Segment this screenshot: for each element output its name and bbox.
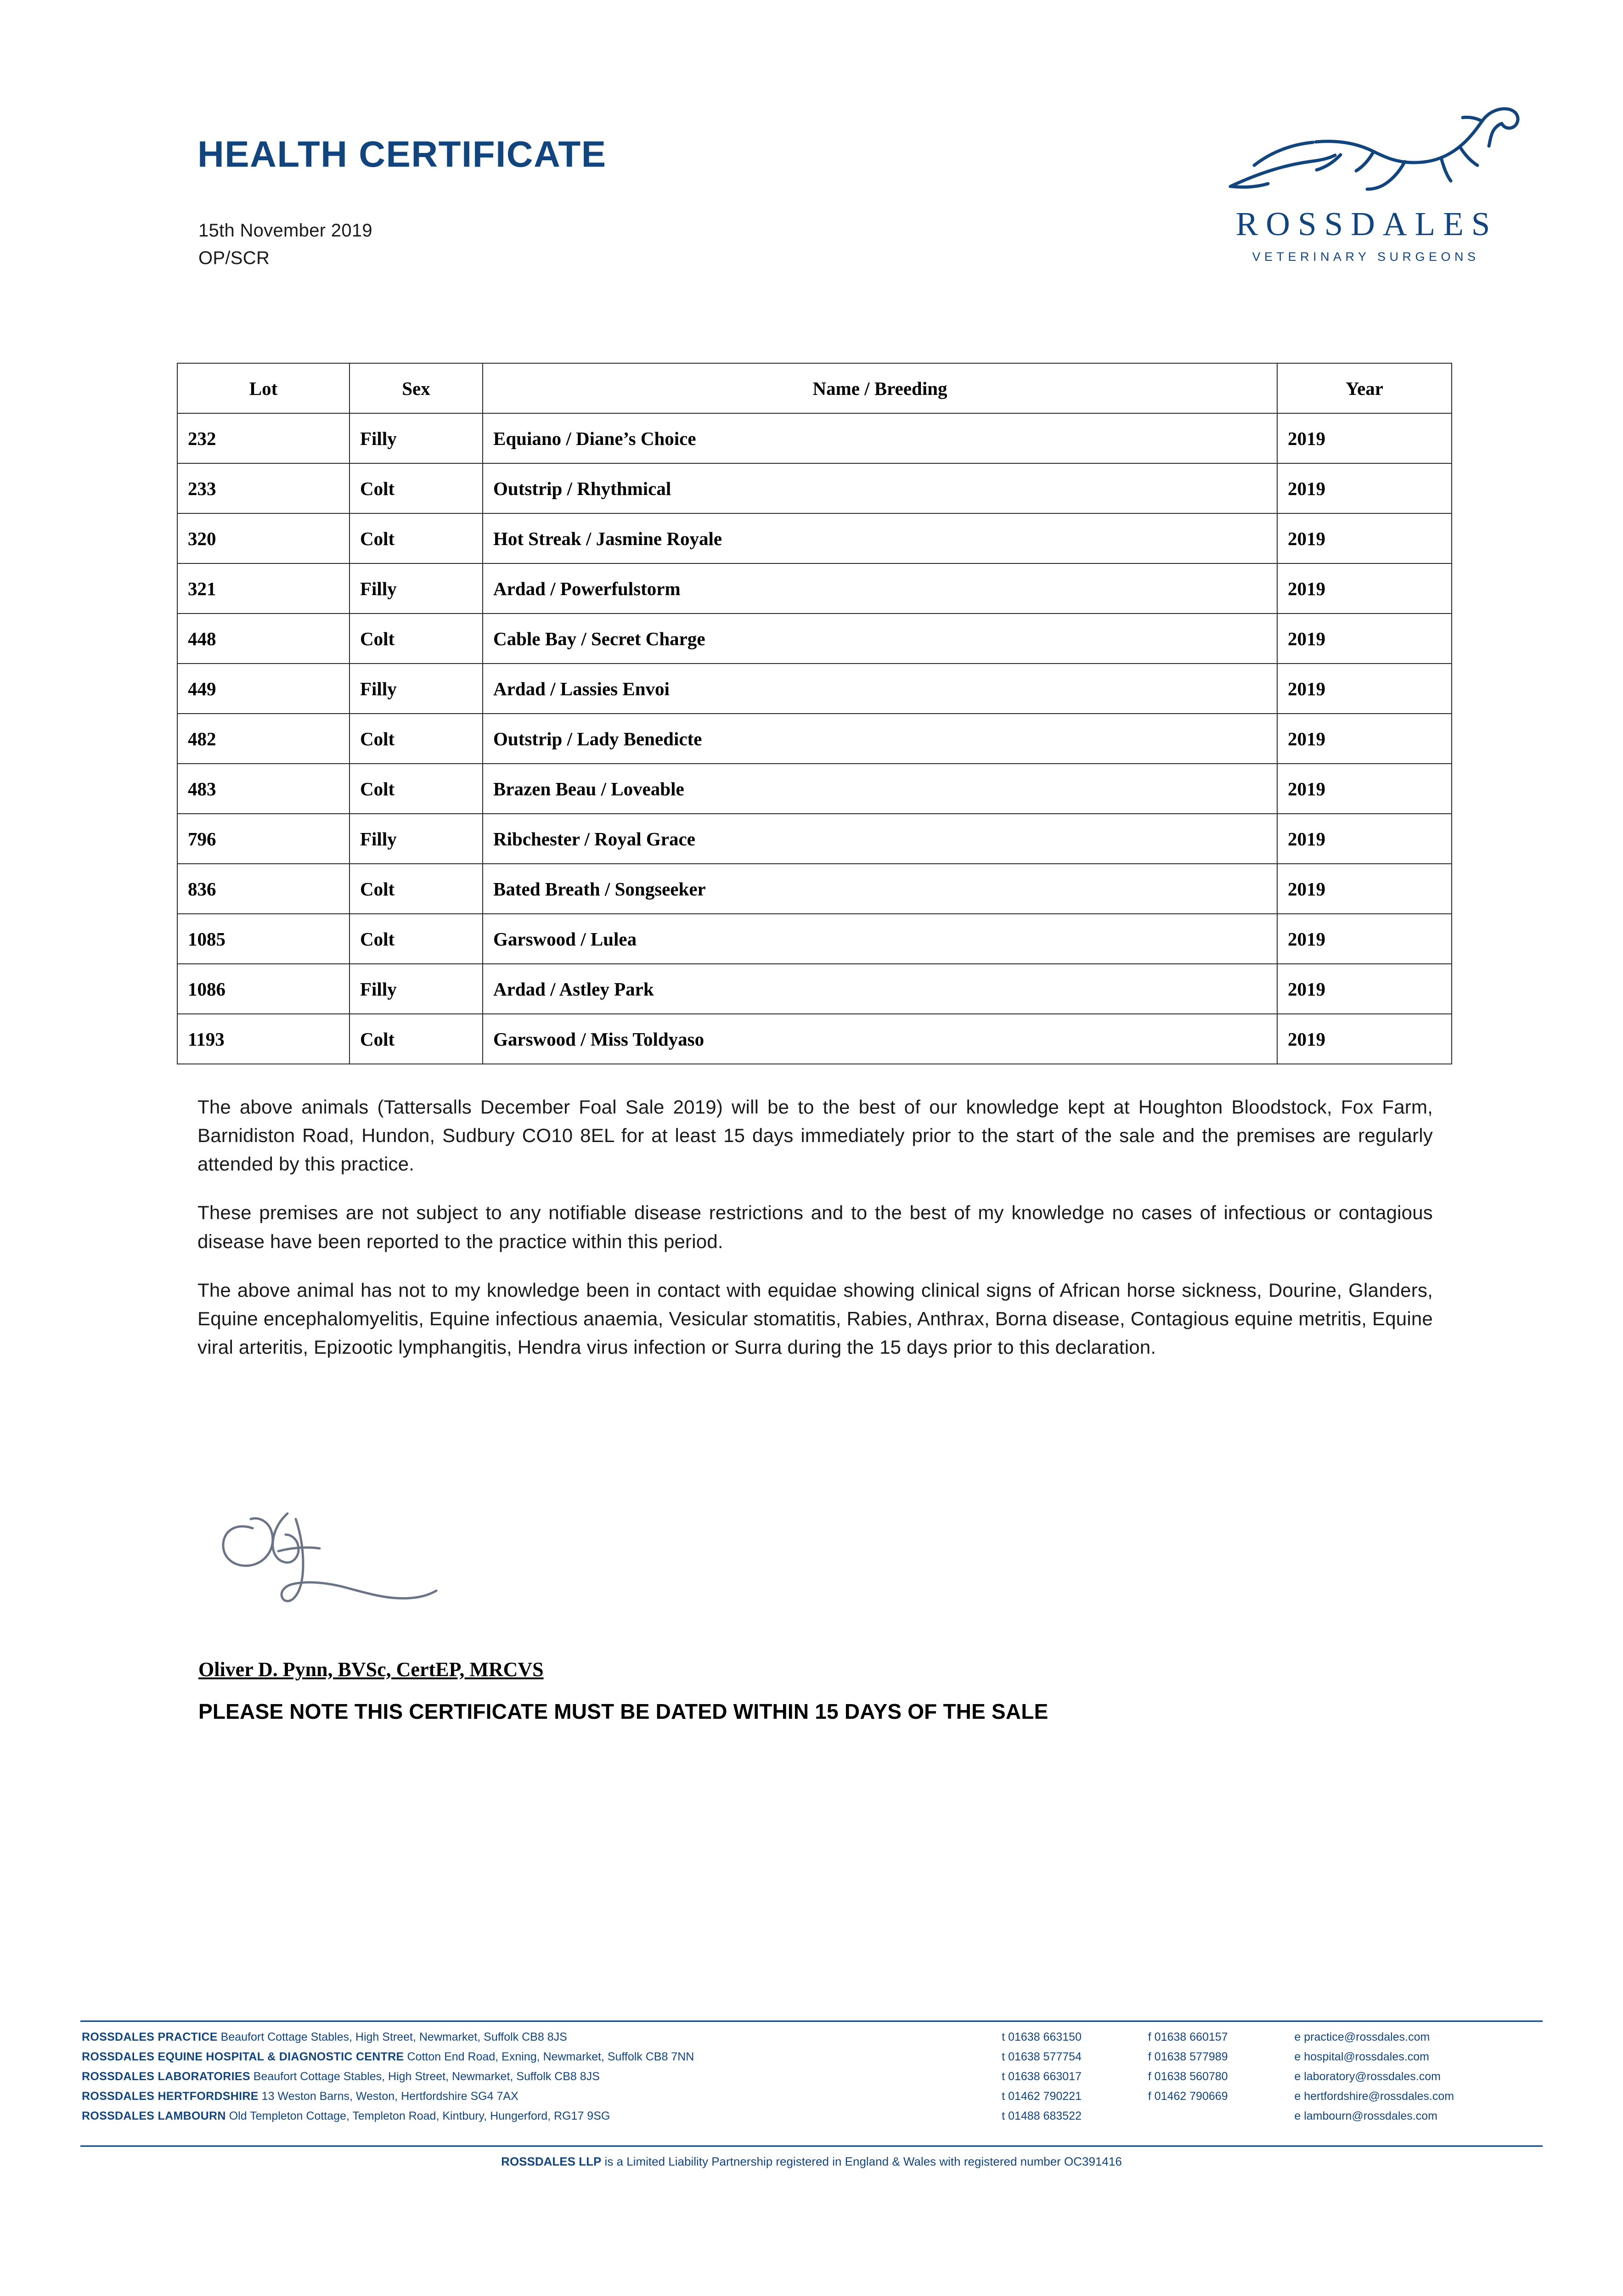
footer-branch-fax: f 01462 790669 xyxy=(1148,2090,1228,2103)
signatory-name: Oliver D. Pynn, BVSc, CertEP, MRCVS xyxy=(198,1658,544,1681)
footer-branch-telephone: t 01638 577754 xyxy=(1002,2050,1082,2063)
footer-branch-row xyxy=(82,2070,1543,2090)
footer-branch-fax: f 01638 577989 xyxy=(1148,2050,1228,2063)
paragraph-contact-declaration: The above animal has not to my knowledge been in contact with equidae showing clinical signs of African horse sickness, Dourine, Glanders, Equine encephalomyelitis, Equine infectious anaemia, Vesicular stomatitis, Rabies, Anthrax, Borna disease, Contagious equine metritis, Equine viral arteritis, Epizootic lymphangitis, Hendra virus infection or Surra during the 15 days prior to this declaration. xyxy=(197,1279,1433,1358)
signature-image xyxy=(197,1492,519,1630)
cell-year: 2019 xyxy=(1277,714,1452,764)
cell-year: 2019 xyxy=(1277,964,1452,1014)
cell-year: 2019 xyxy=(1277,1014,1452,1064)
cell-sex: Filly xyxy=(349,563,483,613)
page-title: HEALTH CERTIFICATE xyxy=(197,134,607,174)
table-header-row xyxy=(177,363,1452,413)
cell-lot: 836 xyxy=(177,864,349,914)
certificate-dating-note: PLEASE NOTE THIS CERTIFICATE MUST BE DATED WITHIN 15 DAYS OF THE SALE xyxy=(198,1699,1048,1723)
cell-lot: 482 xyxy=(177,714,349,764)
footer-branch-address: Cotton End Road, Exning, Newmarket, Suffolk CB8 7NN xyxy=(407,2050,694,2063)
cell-name-breeding: Ardad / Powerfulstorm xyxy=(483,563,1277,613)
cell-year: 2019 xyxy=(1277,664,1452,714)
footer-branch-address: Old Templeton Cottage, Templeton Road, Kintbury, Hungerford, RG17 9SG xyxy=(229,2110,610,2122)
cell-sex: Colt xyxy=(349,764,483,814)
cell-sex: Colt xyxy=(349,714,483,764)
table-row xyxy=(177,563,1452,613)
column-header-lot: Lot xyxy=(177,363,349,413)
cell-year: 2019 xyxy=(1277,914,1452,964)
footer-branch-email[interactable]: e lambourn@rossdales.com xyxy=(1294,2110,1437,2122)
footer-branch-name: ROSSDALES HERTFORDSHIRE xyxy=(82,2090,259,2103)
table-row xyxy=(177,764,1452,814)
footer-branch-email[interactable]: e hospital@rossdales.com xyxy=(1294,2050,1429,2063)
footer-branch-email[interactable]: e practice@rossdales.com xyxy=(1294,2031,1430,2043)
cell-name-breeding: Bated Breath / Songseeker xyxy=(483,864,1277,914)
company-logo xyxy=(1189,96,1538,264)
cell-name-breeding: Garswood / Lulea xyxy=(483,914,1277,964)
cell-lot: 1086 xyxy=(177,964,349,1014)
footer-legal-text xyxy=(0,2155,1623,2169)
lots-table xyxy=(177,363,1452,1064)
footer-branch-address: Beaufort Cottage Stables, High Street, Newmarket, Suffolk CB8 8JS xyxy=(253,2070,600,2083)
table-row xyxy=(177,613,1452,664)
footer-branch-email[interactable]: e laboratory@rossdales.com xyxy=(1294,2070,1441,2083)
column-header-name: Name / Breeding xyxy=(483,363,1277,413)
cell-sex: Filly xyxy=(349,964,483,1014)
cell-name-breeding: Outstrip / Lady Benedicte xyxy=(483,714,1277,764)
table-row xyxy=(177,664,1452,714)
table-row xyxy=(177,964,1452,1014)
cell-year: 2019 xyxy=(1277,864,1452,914)
footer-legal-entity: ROSSDALES LLP xyxy=(501,2155,602,2168)
paragraph-premises: The above animals (Tattersalls December Foal Sale 2019) will be to the best of our knowledge kept at Houghton Bloodstock, Fox Farm, Barnidiston Road, Hundon, Sudbury CO10 8EL for at least 15 days immediately prior to the start of the sale and the premises are regularly attended by this practice. xyxy=(197,1096,1433,1175)
document-header xyxy=(0,83,1623,340)
table-row xyxy=(177,714,1452,764)
footer-branch-telephone: t 01488 683522 xyxy=(1002,2110,1082,2122)
footer-branch-telephone: t 01462 790221 xyxy=(1002,2090,1082,2103)
document-reference: OP/SCR xyxy=(198,248,270,268)
column-header-year: Year xyxy=(1277,363,1452,413)
cell-sex: Colt xyxy=(349,463,483,513)
footer-branch-row xyxy=(82,2031,1543,2050)
table-row xyxy=(177,914,1452,964)
footer-branch-telephone: t 01638 663017 xyxy=(1002,2070,1082,2083)
cell-sex: Colt xyxy=(349,513,483,563)
logo-wordmark: ROSSDALES xyxy=(1235,205,1498,242)
cell-year: 2019 xyxy=(1277,513,1452,563)
certificate-body xyxy=(197,1093,1433,1382)
footer-branch-address: Beaufort Cottage Stables, High Street, Newmarket, Suffolk CB8 8JS xyxy=(220,2031,567,2043)
cell-lot: 448 xyxy=(177,613,349,664)
cell-name-breeding: Garswood / Miss Toldyaso xyxy=(483,1014,1277,1064)
footer-branch-address: 13 Weston Barns, Weston, Hertfordshire SG4 7AX xyxy=(261,2090,518,2103)
footer-legal-detail: is a Limited Liability Partnership registered in England & Wales with registered number OC391416 xyxy=(601,2155,1122,2168)
cell-year: 2019 xyxy=(1277,413,1452,463)
cell-lot: 321 xyxy=(177,563,349,613)
cell-name-breeding: Ardad / Lassies Envoi xyxy=(483,664,1277,714)
table-row xyxy=(177,864,1452,914)
cell-lot: 796 xyxy=(177,814,349,864)
cell-name-breeding: Outstrip / Rhythmical xyxy=(483,463,1277,513)
cell-lot: 449 xyxy=(177,664,349,714)
cell-sex: Colt xyxy=(349,864,483,914)
footer-branch-list xyxy=(82,2031,1543,2129)
footer-branch-row xyxy=(82,2090,1543,2110)
footer-branch-row xyxy=(82,2050,1543,2070)
cell-lot: 233 xyxy=(177,463,349,513)
cell-year: 2019 xyxy=(1277,463,1452,513)
table-row xyxy=(177,814,1452,864)
cell-sex: Colt xyxy=(349,1014,483,1064)
footer-branch-email[interactable]: e hertfordshire@rossdales.com xyxy=(1294,2090,1454,2103)
footer-branch-row xyxy=(82,2110,1543,2129)
logo-subtitle: VETERINARY SURGEONS xyxy=(1252,250,1480,264)
column-header-sex: Sex xyxy=(349,363,483,413)
cell-name-breeding: Hot Streak / Jasmine Royale xyxy=(483,513,1277,563)
document-date: 15th November 2019 xyxy=(198,220,372,241)
cell-name-breeding: Equiano / Diane’s Choice xyxy=(483,413,1277,463)
cell-name-breeding: Cable Bay / Secret Charge xyxy=(483,613,1277,664)
cell-name-breeding: Brazen Beau / Loveable xyxy=(483,764,1277,814)
cell-sex: Filly xyxy=(349,814,483,864)
cell-name-breeding: Ardad / Astley Park xyxy=(483,964,1277,1014)
cell-name-breeding: Ribchester / Royal Grace xyxy=(483,814,1277,864)
lots-table-container xyxy=(177,363,1451,1064)
running-horse-icon xyxy=(1203,96,1524,202)
footer-bottom-divider xyxy=(80,2145,1543,2147)
footer-branch-name: ROSSDALES LAMBOURN xyxy=(82,2110,226,2122)
table-row xyxy=(177,1014,1452,1064)
cell-sex: Filly xyxy=(349,664,483,714)
footer-branch-name: ROSSDALES PRACTICE xyxy=(82,2031,218,2043)
footer-branch-name: ROSSDALES EQUINE HOSPITAL & DIAGNOSTIC CENTRE xyxy=(82,2050,404,2063)
table-row xyxy=(177,413,1452,463)
footer-branch-fax: f 01638 660157 xyxy=(1148,2031,1228,2043)
footer-branch-fax: f 01638 560780 xyxy=(1148,2070,1228,2083)
paragraph-disease-restrictions: These premises are not subject to any notifiable disease restrictions and to the best of my knowledge no cases of infectious or contagious disease have been reported to the practice within this period. xyxy=(197,1202,1433,1252)
cell-year: 2019 xyxy=(1277,764,1452,814)
footer-branch-telephone: t 01638 663150 xyxy=(1002,2031,1082,2043)
table-row xyxy=(177,513,1452,563)
cell-sex: Filly xyxy=(349,413,483,463)
cell-lot: 483 xyxy=(177,764,349,814)
cell-lot: 320 xyxy=(177,513,349,563)
footer-top-divider xyxy=(80,2020,1543,2022)
table-row xyxy=(177,463,1452,513)
cell-sex: Colt xyxy=(349,613,483,664)
cell-year: 2019 xyxy=(1277,613,1452,664)
cell-lot: 1085 xyxy=(177,914,349,964)
cell-lot: 232 xyxy=(177,413,349,463)
cell-sex: Colt xyxy=(349,914,483,964)
cell-lot: 1193 xyxy=(177,1014,349,1064)
footer-branch-name: ROSSDALES LABORATORIES xyxy=(82,2070,250,2083)
cell-year: 2019 xyxy=(1277,563,1452,613)
document-footer xyxy=(0,2020,1623,2204)
cell-year: 2019 xyxy=(1277,814,1452,864)
